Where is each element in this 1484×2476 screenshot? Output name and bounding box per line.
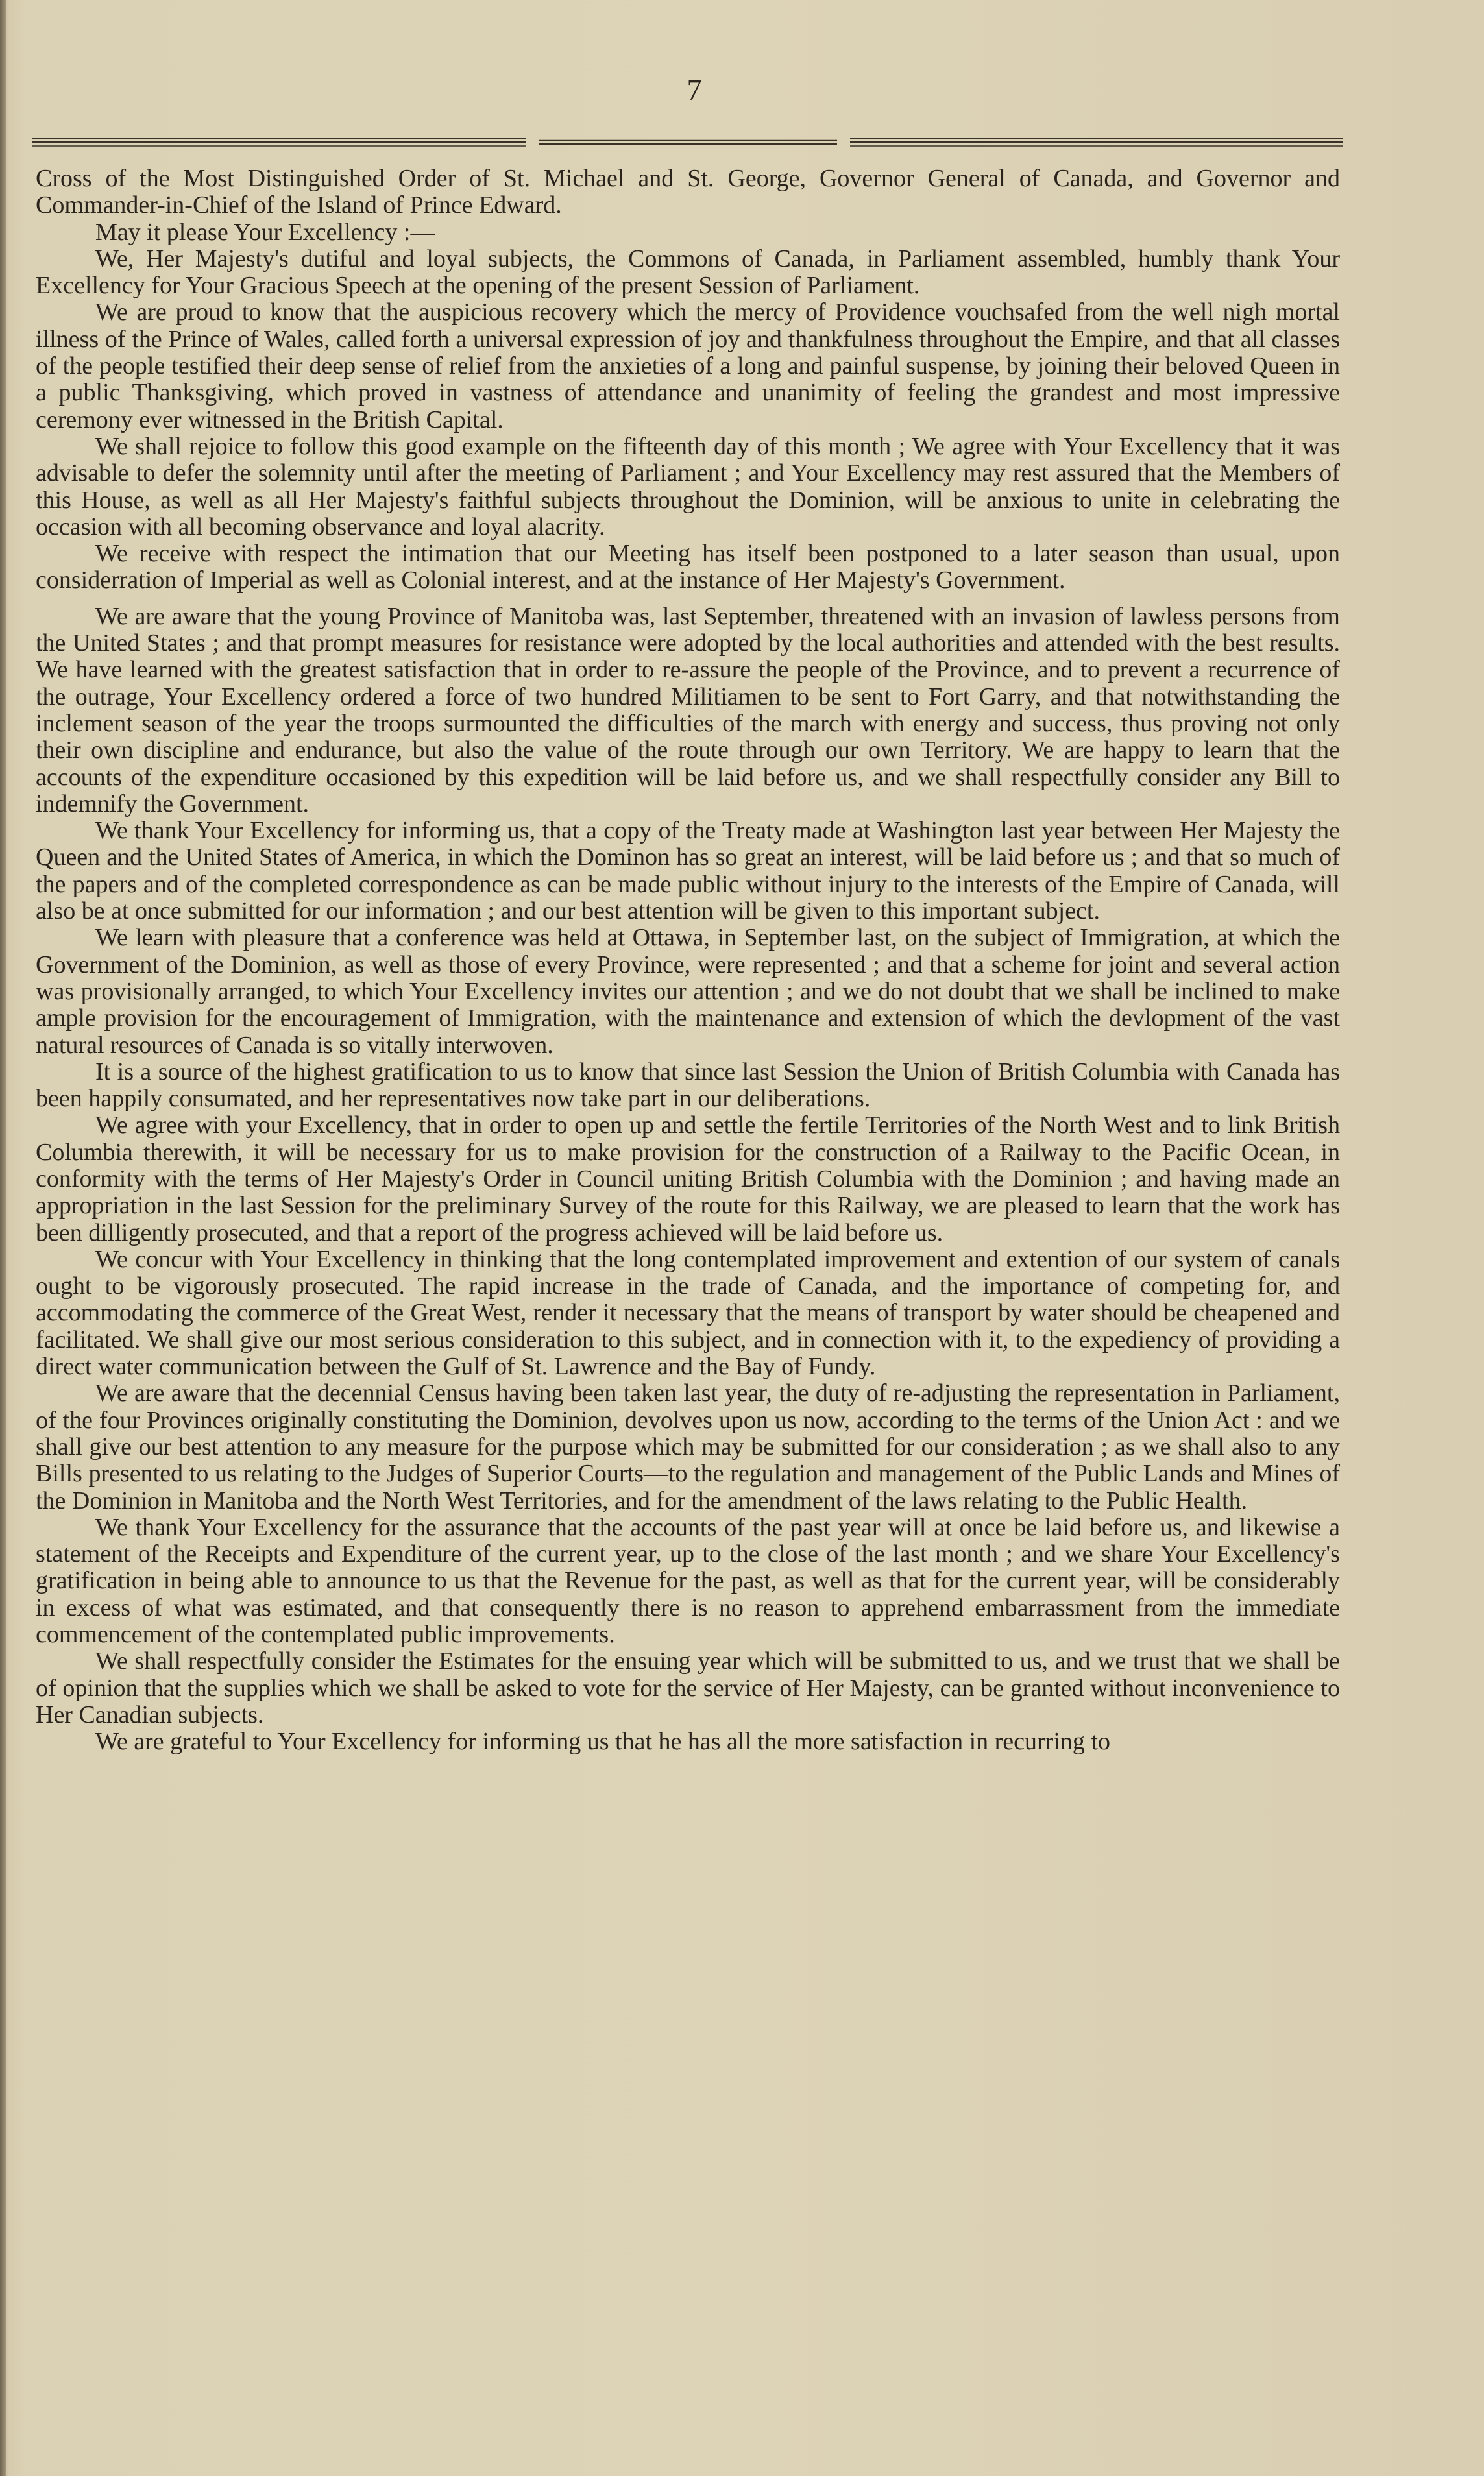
paragraph: We learn with pleasure that a conference was held at Ottawa, in September last, on the subject of Immigration, at which the Government of the Dominion, as well as those of every Province, were represented ; and that a scheme for joint and several action was provisionally arranged, to which Your Excellency invites our attention ; and we do not doubt that we shall be inclined to make ample provision for the encouragement of Immigration, with the maintenance and extension of which the devlopment of the vast natural resources of Canada is so vitally interwoven.: [36, 924, 1340, 1059]
paragraph: May it please Your Excellency :—: [95, 218, 435, 246]
paragraph: We shall respectfully consider the Estimates for the ensuing year which will be submitted to us, and we trust that we shall be of opinion that the supplies which we shall be asked to vote for the service of Her Majesty, can be granted without inconvenience to Her Canadian subjects.: [36, 1647, 1340, 1729]
paragraph: Cross of the Most Distinguished Order of St. Michael and St. George, Governor General of Canada, and Governor and Commander-in-Chief of the Island of Prince Edward.: [36, 165, 1340, 219]
paragraph: It is a source of the highest gratification to us to know that since last Session the Union of British Columbia with Canada has been happily consumated, and her representatives now take part in our deliberations.: [36, 1058, 1340, 1113]
paragraph: We are aware that the decennial Census having been taken last year, the duty of re-adjusting the representation in Parliament, of the four Provinces originally constituting the Dominion, devolves upon us now, according to the terms of the Union Act : and we shall give our best attention to any measure for the purpose which may be submitted for our consideration ; as we shall also to any Bills presented to us relating to the Judges of Superior Courts—to the regulation and management of the Public Lands and Mines of the Dominion in Manitoba and the North West Territories, and for the amendment of the laws relating to the Public Health.: [36, 1379, 1340, 1514]
header-rule: [32, 133, 1343, 152]
double-rule-ornament: [32, 133, 1343, 152]
paragraph: We concur with Your Excellency in thinking that the long contemplated improvement and extention of our system of canals ought to be vigorously prosecuted. The rapid increase in the trade of Canada, and the importance of competing for, and accommodating the commerce of the Great West, render it necessary that the means of transport by water should be cheapened and facilitated. We shall give our most serious consideration to this subject, and in connection with it, to the expediency of providing a direct water communication between the Gulf of St. Lawrence and the Bay of Fundy.: [36, 1245, 1340, 1381]
paragraph: We are aware that the young Province of Manitoba was, last September, threatened with an invasion of lawless persons from the United States ; and that prompt measures for resistance were adopted by the local authorities and attended with the best results. We have learned with the greatest satisfaction that in order to re-assure the people of the Province, and to prevent a recurrence of the outrage, Your Excellency ordered a force of two hundred Militiamen to be sent to Fort Garry, and that notwithstanding the inclement season of the year the troops surmounted the difficulties of the march with energy and success, thus proving not only their own discipline and endurance, but also the value of the route through our own Territory. We are happy to learn that the accounts of the expenditure occasioned by this expedition will be laid before us, and we shall respectfully consider any Bill to indemnify the Government.: [36, 602, 1340, 818]
paragraph: We agree with your Excellency, that in order to open up and settle the fertile Territories of the North West and to link British Columbia therewith, it will be necessary for us to make provision for the construction of a Railway to the Pacific Ocean, in conformity with the terms of Her Majesty's Order in Council uniting British Columbia with the Dominion ; and having made an appropriation in the last Session for the preliminary Survey of the route for this Railway, we are pleased to learn that the work has been dilligently prosecuted, and that a report of the progress achieved will be laid before us.: [36, 1111, 1340, 1246]
paragraph: We, Her Majesty's dutiful and loyal subjects, the Commons of Canada, in Parliament assembled, humbly thank Your Excellency for Your Gracious Speech at the opening of the present Session of Parliament.: [36, 245, 1340, 300]
paragraph: We are proud to know that the auspicious recovery which the mercy of Providence vouchsafed from the well nigh mortal illness of the Prince of Wales, called forth a universal expression of joy and thankfulness throughout the Empire, and that all classes of the people testified their deep sense of relief from the anxieties of a long and painful suspense, by joining their beloved Queen in a public Thanksgiving, which proved in vastness of attendance and unanimity of feeling the grandest and most impressive ceremony ever witnessed in the British Capital.: [36, 298, 1340, 433]
binding-edge: [0, 0, 6, 2476]
paragraph: We are grateful to Your Excellency for informing us that he has all the more satisfaction in recurring to: [95, 1728, 1110, 1756]
body-text: [36, 165, 1340, 1756]
paragraph: We thank Your Excellency for the assurance that the accounts of the past year will at once be laid before us, and likewise a statement of the Receipts and Expenditure of the current year, up to the close of the last month ; and we share Your Excellency's gratification in being able to announce to us that the Revenue for the past, as well as that for the current year, will be considerably in excess of what was estimated, and that consequently there is no reason to apprehend embarrassment from the immediate commencement of the contemplated public improvements.: [36, 1513, 1340, 1649]
page-number: 7: [687, 73, 702, 106]
paragraph: We receive with respect the intimation that our Meeting has itself been postponed to a later season than usual, upon considerration of Imperial as well as Colonial interest, and at the instance of Her Majesty's Government.: [36, 540, 1340, 594]
paragraph: We thank Your Excellency for informing us, that a copy of the Treaty made at Washington last year between Her Majesty the Queen and the United States of America, in which the Dominon has so great an interest, will be laid before us ; and that so much of the papers and of the completed correspondence as can be made public without injury to the interests of the Empire of Canada, will also be at once submitted for our information ; and our best attention will be given to this important subject.: [36, 817, 1340, 925]
paragraph: We shall rejoice to follow this good example on the fifteenth day of this month ; We agree with Your Excellency that it was advisable to defer the solemnity until after the meeting of Parliament ; and Your Excellency may rest assured that the Members of this House, as well as all Her Majesty's faithful subjects throughout the Dominion, will be anxious to unite in celebrating the occasion with all becoming observance and loyal alacrity.: [36, 432, 1340, 540]
